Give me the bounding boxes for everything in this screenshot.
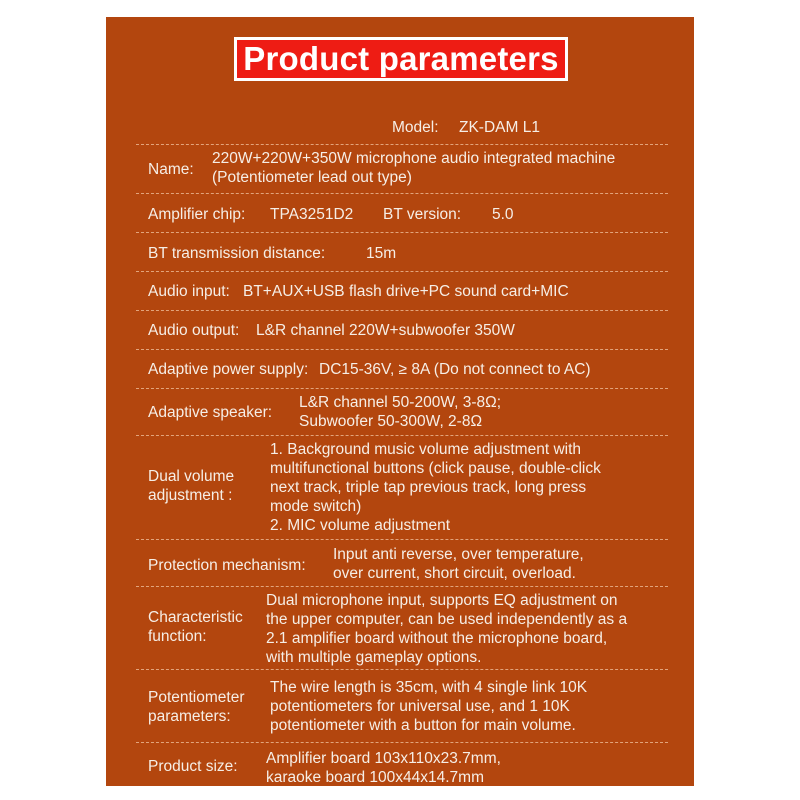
audio-output-value: L&R channel 220W+subwoofer 350W xyxy=(256,322,515,339)
bt-distance-value: 15m xyxy=(366,245,397,262)
row-adaptive-speaker xyxy=(136,389,668,436)
row-characteristic xyxy=(136,587,668,670)
protection-value: Input anti reverse, over temperature, over current, short circuit, overload. xyxy=(333,546,584,582)
row-name xyxy=(136,145,668,194)
row-protection xyxy=(136,540,668,587)
bt-version-value: 5.0 xyxy=(492,206,514,223)
name-value: 220W+220W+350W microphone audio integrated machine (Potentiometer lead out type) xyxy=(212,150,616,186)
row-audio-input xyxy=(136,272,668,311)
potentiometer-label: Potentiometer parameters: xyxy=(148,689,245,725)
dual-volume-value: 1. Background music volume adjustment with multifunctional buttons (click pause, double-click next track, triple tap previous track, long press mode switch) 2. MIC volume adjustment xyxy=(270,441,601,534)
row-dual-volume xyxy=(136,436,668,540)
audio-input-value: BT+AUX+USB flash drive+PC sound card+MIC xyxy=(243,283,569,300)
adaptive-speaker-value: L&R channel 50-200W, 3-8Ω; Subwoofer 50-300W, 2-8Ω xyxy=(299,394,502,430)
name-label: Name: xyxy=(148,161,194,178)
row-power-supply xyxy=(136,350,668,389)
product-parameters-panel xyxy=(106,17,694,786)
row-potentiometer xyxy=(136,670,668,743)
bt-version-label: BT version: xyxy=(383,206,462,223)
bt-distance-label: BT transmission distance: xyxy=(148,245,326,262)
audio-input-label: Audio input: xyxy=(148,283,230,300)
adaptive-speaker-label: Adaptive speaker: xyxy=(148,404,273,421)
product-size-value: Amplifier board 103x110x23.7mm, karaoke board 100x44x14.7mm xyxy=(266,750,501,786)
row-bt-distance xyxy=(136,233,668,272)
potentiometer-value: The wire length is 35cm, with 4 single link 10K potentiometers for universal use, and 1 10K potentiometer with a button for main volume. xyxy=(270,679,588,734)
characteristic-label: Characteristic function: xyxy=(148,609,243,645)
page-title: Product parameters xyxy=(234,37,568,81)
model-label: Model: xyxy=(392,119,439,136)
dual-volume-label: Dual volume adjustment : xyxy=(148,468,235,504)
row-model xyxy=(136,105,668,145)
model-value: ZK-DAM L1 xyxy=(459,119,540,136)
row-product-size xyxy=(136,743,668,786)
row-audio-output xyxy=(136,311,668,350)
amplifier-chip-label: Amplifier chip: xyxy=(148,206,246,223)
protection-label: Protection mechanism: xyxy=(148,557,306,574)
audio-output-label: Audio output: xyxy=(148,322,240,339)
amplifier-chip-value: TPA3251D2 xyxy=(270,206,354,223)
power-supply-label: Adaptive power supply: xyxy=(148,361,309,378)
characteristic-value: Dual microphone input, supports EQ adjustment on the upper computer, can be used independently as a 2.1 amplifier board without the microphone board, with multiple gameplay options. xyxy=(266,592,628,666)
power-supply-value: DC15-36V, ≥ 8A (Do not connect to AC) xyxy=(319,361,591,378)
product-size-label: Product size: xyxy=(148,758,238,775)
row-amplifier-chip xyxy=(136,194,668,233)
